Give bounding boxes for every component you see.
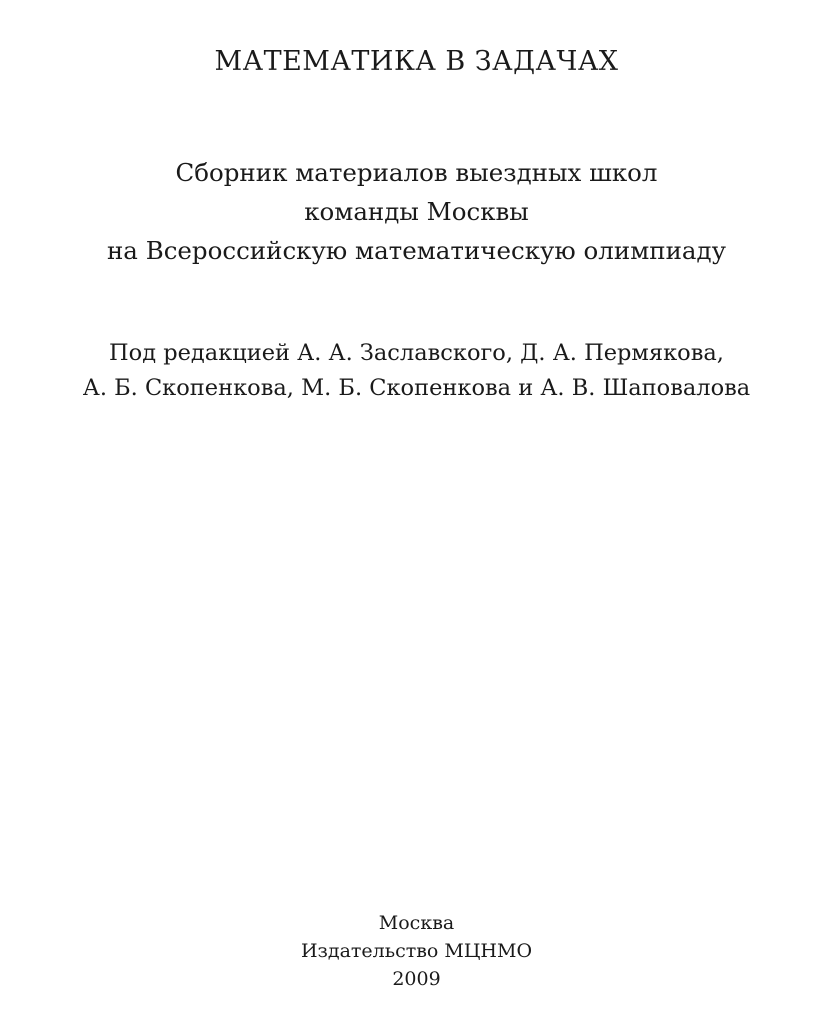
editors-line-2: А. Б. Скопенкова, М. Б. Скопенкова и А. В. Шаповалова [82,375,751,401]
imprint-year: 2009 [392,968,441,990]
book-title: МАТЕМАТИКА В ЗАДАЧАХ [214,46,619,77]
subtitle-line-2: команды Москвы [304,197,529,226]
subtitle-line-3: на Всероссийскую математическую олимпиаду [106,236,727,265]
imprint-city: Москва [378,912,455,934]
editors-line-1: Под редакцией А. А. Заславского, Д. А. Пермякова, [109,340,724,366]
imprint-publisher: Издательство МЦНМО [300,940,533,962]
subtitle-line-1: Сборник материалов выездных школ [175,158,658,187]
